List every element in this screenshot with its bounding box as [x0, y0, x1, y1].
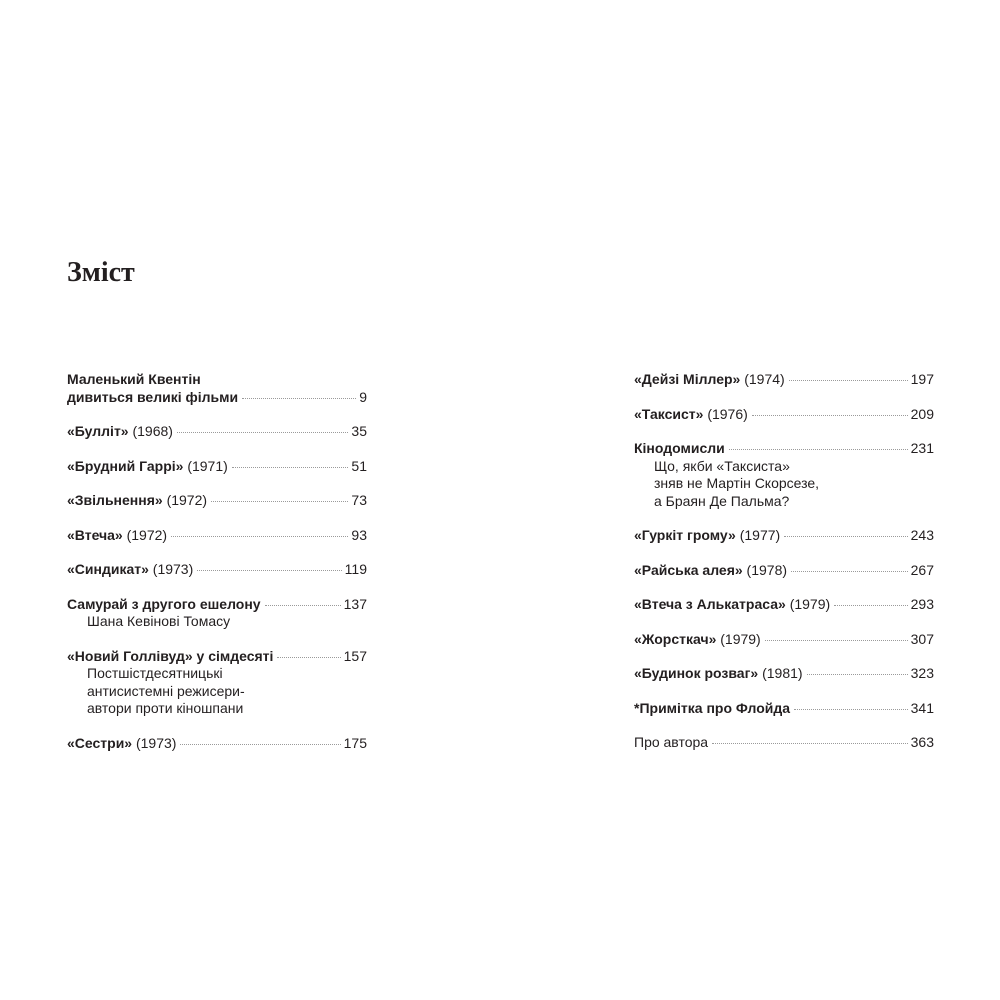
dot-leader — [277, 657, 340, 658]
toc-entry[interactable] — [67, 596, 367, 631]
toc-entry-title: «Гуркіт грому» — [634, 527, 736, 543]
toc-entry-subtitle: автори проти кіношпани — [87, 700, 244, 716]
toc-entry-page-number: 93 — [351, 526, 367, 543]
toc-entry-label — [67, 389, 238, 407]
toc-entry-label — [67, 735, 176, 753]
toc-entry-line — [634, 371, 934, 389]
toc-entry[interactable] — [67, 527, 367, 545]
toc-entry-subtitle: Що, якби «Таксиста» — [654, 457, 790, 474]
toc-entry-year: (1968) — [132, 423, 173, 439]
toc-entry[interactable] — [67, 648, 367, 718]
toc-entry-title: *Примітка про Флойда — [634, 699, 791, 716]
dot-leader — [765, 640, 908, 641]
toc-entry-subtitle: Шана Кевінові Томасу — [87, 613, 231, 629]
toc-entry-label — [634, 406, 748, 424]
toc-entry-line — [67, 648, 367, 666]
toc-entry-label — [67, 648, 273, 666]
dot-leader — [794, 709, 908, 710]
toc-entry-title: Кінодомисли — [634, 440, 725, 456]
toc-entry-page-number: 197 — [910, 371, 934, 387]
toc-entry-title: «Втеча з Алькатраса» — [634, 596, 786, 612]
toc-entry-title: «Дейзі Міллер» — [634, 371, 741, 387]
dot-leader — [752, 415, 908, 416]
toc-entry-line — [67, 458, 367, 476]
toc-entry-title: «Таксист» — [634, 405, 704, 422]
toc-entry-title: «Жорсткач» — [634, 630, 717, 647]
toc-entry-title: «Сестри» — [67, 734, 133, 751]
dot-leader — [791, 571, 908, 572]
toc-entry-year: (1972) — [126, 526, 168, 543]
toc-entry-page-number: 157 — [343, 647, 367, 664]
page-title: Зміст — [67, 257, 135, 288]
dot-leader — [789, 380, 908, 381]
toc-entry-label — [67, 492, 207, 510]
toc-entry-year: (1979) — [789, 596, 831, 612]
toc-entry-page-number: 323 — [910, 665, 934, 681]
toc-entry[interactable] — [634, 562, 934, 580]
toc-entry-title: Самурай з другого ешелону — [67, 595, 261, 612]
toc-entry[interactable] — [634, 527, 934, 545]
dot-leader — [242, 398, 356, 399]
toc-entry-label — [634, 440, 725, 458]
toc-entry-year: (1978) — [746, 561, 788, 578]
toc-entry-title: «Звільнення» — [67, 492, 163, 508]
toc-entry-year: (1973) — [135, 734, 177, 751]
toc-entry-title: Про автора — [634, 734, 709, 750]
toc-entry-title: «Райська алея» — [634, 561, 743, 578]
toc-entry-label — [634, 562, 787, 580]
toc-entry-label — [634, 700, 790, 718]
toc-entry[interactable] — [634, 440, 934, 510]
toc-entry-page-number: 293 — [910, 596, 934, 612]
toc-entry-year: (1979) — [720, 630, 761, 647]
toc-entry-year: (1972) — [166, 492, 208, 508]
toc-entry-page-number: 51 — [351, 457, 367, 474]
toc-entry[interactable] — [634, 406, 934, 424]
dot-leader — [211, 501, 348, 502]
toc-entry-line — [634, 596, 934, 614]
toc-entry-line — [67, 735, 367, 753]
toc-entry-line — [634, 562, 934, 580]
toc-entry[interactable] — [67, 458, 367, 476]
toc-column-left — [67, 371, 367, 769]
toc-entry-label — [634, 734, 708, 752]
toc-entry-label — [67, 561, 193, 579]
toc-entry-label — [67, 423, 173, 441]
toc-entry-page-number: 119 — [344, 561, 367, 577]
toc-entry-subtitle: Постшістдесятницькі — [87, 665, 223, 681]
dot-leader — [197, 570, 341, 571]
toc-entry-label — [67, 371, 201, 389]
dot-leader — [180, 744, 340, 745]
toc-entry-title: «Булліт» — [67, 423, 129, 439]
toc-entry-title: Маленький Квентін — [67, 371, 201, 387]
toc-entry-title: «Втеча» — [67, 526, 123, 543]
toc-entry-page-number: 209 — [910, 405, 934, 422]
toc-entry-page-number: 73 — [351, 492, 367, 508]
toc-entry-title: «Новий Голлівуд» у сімдесяті — [67, 647, 274, 664]
toc-entry-title: дивиться великі фільми — [67, 388, 239, 405]
toc-entry[interactable] — [634, 700, 934, 718]
toc-entry-line — [634, 527, 934, 545]
toc-entry-line — [67, 527, 367, 545]
toc-entry-label — [634, 631, 761, 649]
toc-entry-line — [67, 371, 367, 389]
toc-column-right — [634, 371, 934, 769]
toc-entry-page-number: 243 — [910, 527, 934, 543]
toc-entry-subtitle: антисистемні режисери- — [87, 682, 245, 699]
toc-entry[interactable] — [634, 631, 934, 649]
toc-entry-label — [634, 527, 780, 545]
toc-entry-label — [634, 596, 830, 614]
toc-entry-page-number: 137 — [343, 595, 367, 612]
toc-entry-page-number: 35 — [351, 423, 367, 439]
dot-leader — [171, 536, 348, 537]
toc-entry-label — [67, 527, 167, 545]
toc-entry[interactable] — [634, 371, 934, 389]
toc-entry-year: (1971) — [187, 457, 228, 474]
toc-entry-year: (1976) — [707, 405, 748, 422]
toc-entry-line — [67, 389, 367, 407]
dot-leader — [265, 605, 341, 606]
dot-leader — [807, 674, 908, 675]
dot-leader — [834, 605, 907, 606]
dot-leader — [232, 467, 349, 468]
toc-entry-page-number: 307 — [910, 630, 934, 647]
toc-entry-line — [634, 631, 934, 649]
toc-entry-page-number: 267 — [910, 561, 934, 578]
dot-leader — [784, 536, 907, 537]
toc-entry-line — [634, 406, 934, 424]
toc-entry-year: (1981) — [762, 665, 803, 681]
toc-entry[interactable] — [67, 561, 367, 579]
toc-entry-subtitle: а Браян Де Пальма? — [654, 492, 790, 509]
toc-entry-line — [67, 492, 367, 510]
toc-entry-page-number: 363 — [910, 734, 934, 750]
toc-entry-label — [634, 665, 803, 683]
toc-entry-line — [634, 700, 934, 718]
toc-entry-page-number: 175 — [343, 734, 367, 751]
dot-leader — [712, 743, 908, 744]
toc-entry-label — [634, 371, 785, 389]
toc-entry[interactable] — [634, 596, 934, 614]
toc-entry-line — [67, 596, 367, 614]
toc-entry[interactable] — [634, 665, 934, 683]
toc-entry-line — [67, 561, 367, 579]
toc-entry-label — [67, 596, 261, 614]
toc-entry[interactable] — [67, 371, 367, 406]
toc-entry-label — [67, 458, 228, 476]
dot-leader — [177, 432, 348, 433]
toc-entry-year: (1974) — [744, 371, 785, 387]
toc-entry[interactable] — [67, 492, 367, 510]
toc-entry[interactable] — [634, 734, 934, 752]
toc-entry-line — [634, 440, 934, 458]
toc-entry-title: «Будинок розваг» — [634, 665, 759, 681]
toc-entry-line — [634, 665, 934, 683]
toc-entry-title: «Синдикат» — [67, 561, 149, 577]
toc-entry-subtitle: зняв не Мартін Скорсезе, — [654, 475, 820, 491]
toc-entry[interactable] — [67, 735, 367, 753]
toc-entry-line — [634, 734, 934, 752]
toc-entry-year: (1977) — [739, 527, 781, 543]
toc-entry-page-number: 341 — [910, 699, 934, 716]
dot-leader — [729, 449, 908, 450]
toc-entry-page-number: 231 — [910, 440, 934, 456]
toc-entry[interactable] — [67, 423, 367, 441]
toc-entry-line — [67, 423, 367, 441]
toc-entry-page-number: 9 — [359, 388, 367, 405]
toc-entry-title: «Брудний Гаррі» — [67, 457, 184, 474]
toc-entry-year: (1973) — [152, 561, 194, 577]
